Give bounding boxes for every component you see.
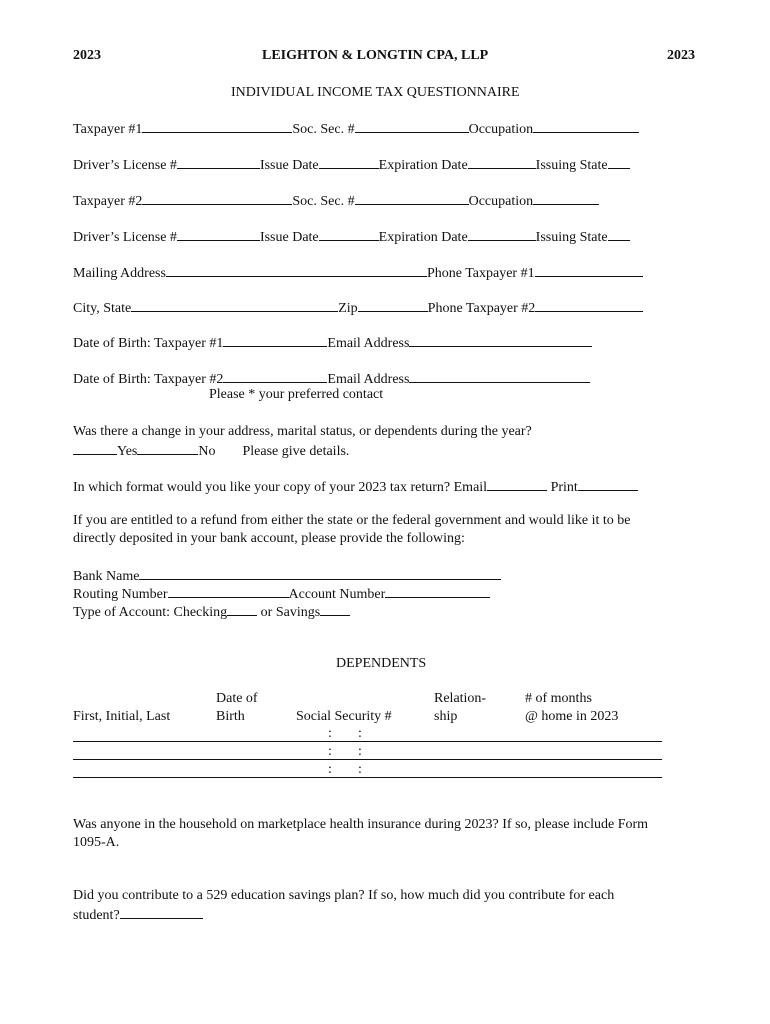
taxpayer2-occupation-field[interactable] [533, 191, 599, 205]
taxpayer2-occupation-label: Occupation [468, 194, 534, 209]
taxpayer1-ssn-field[interactable] [355, 119, 469, 133]
dob1-row [73, 333, 592, 353]
dob1-label: Date of Birth: Taxpayer #1 [73, 336, 224, 351]
account-field[interactable] [385, 584, 490, 598]
refund-line-2: directly deposited in your bank account, please provide the following: [73, 531, 465, 546]
taxpayer2-ssn-label: Soc. Sec. # [292, 194, 355, 209]
license2-row [73, 227, 630, 247]
phone2-label: Phone Taxpayer #2 [427, 301, 536, 316]
license1-number-field[interactable] [177, 155, 260, 169]
license2-expiration-field[interactable] [468, 227, 536, 241]
dependent-row-2[interactable] [73, 759, 662, 760]
phone1-field[interactable] [535, 263, 643, 277]
license2-issue-field[interactable] [319, 227, 379, 241]
routing-label: Routing Number [73, 587, 168, 602]
dependent-row-3-ssn-sep-a: : [328, 762, 332, 777]
account-type-row [73, 602, 350, 622]
license1-expiration-label: Expiration Date [378, 158, 468, 173]
city-state-label: City, State [73, 301, 132, 316]
dependent-row-2-ssn-sep-a: : [328, 744, 332, 759]
routing-field[interactable] [168, 584, 289, 598]
dob2-label: Date of Birth: Taxpayer #2 [73, 372, 224, 387]
routing-row [73, 584, 490, 604]
change-details-note: Please give details. [242, 444, 350, 459]
phone2-field[interactable] [535, 298, 643, 312]
license1-issue-label: Issue Date [259, 158, 319, 173]
format-question: In which format would you like your copy of your 2023 tax return? Email [73, 480, 488, 495]
license1-expiration-field[interactable] [468, 155, 536, 169]
col-months-line2: @ home in 2023 [525, 709, 619, 724]
dependent-row-1-ssn-sep-b: : [358, 726, 362, 741]
col-name-header: First, Initial, Last [73, 709, 171, 724]
education-line-1: Did you contribute to a 529 education savings plan? If so, how much did you contribute for each [73, 888, 615, 903]
preferred-contact-note: Please * your preferred contact [209, 387, 384, 402]
marketplace-line-2: 1095-A. [73, 835, 120, 850]
col-relationship-line1: Relation- [434, 691, 487, 706]
license1-row [73, 155, 630, 175]
zip-field[interactable] [358, 298, 428, 312]
bank-name-row [73, 566, 501, 586]
taxpayer1-name-field[interactable] [142, 119, 292, 133]
format-print-field[interactable] [578, 477, 638, 491]
mailing-row [73, 263, 643, 283]
license2-expiration-label: Expiration Date [378, 230, 468, 245]
license2-state-label: Issuing State [535, 230, 608, 245]
checking-field[interactable] [227, 602, 257, 616]
license2-label: Driver’s License # [73, 230, 177, 245]
email2-label: Email Address [327, 372, 410, 387]
taxpayer1-ssn-label: Soc. Sec. # [292, 122, 355, 137]
taxpayer2-ssn-field[interactable] [355, 191, 469, 205]
city-state-field[interactable] [131, 298, 338, 312]
license2-number-field[interactable] [177, 227, 260, 241]
dependent-row-1-ssn-sep-a: : [328, 726, 332, 741]
change-answer-row [73, 441, 349, 461]
email1-field[interactable] [409, 333, 592, 347]
city-row [73, 298, 643, 318]
dependents-title: DEPENDENTS [336, 656, 427, 671]
mailing-address-label: Mailing Address [73, 266, 166, 281]
education-amount-field[interactable] [120, 905, 203, 919]
taxpayer1-label: Taxpayer #1 [73, 122, 143, 137]
bank-name-label: Bank Name [73, 569, 140, 584]
dependent-row-2-ssn-sep-b: : [358, 744, 362, 759]
email1-label: Email Address [327, 336, 410, 351]
col-months-line1: # of months [525, 691, 592, 706]
license1-state-field[interactable] [608, 155, 630, 169]
dependent-row-1[interactable] [73, 741, 662, 742]
dependent-row-3[interactable] [73, 777, 662, 778]
change-yes-field[interactable] [73, 441, 117, 455]
taxpayer2-name-field[interactable] [142, 191, 292, 205]
education-line-2 [73, 905, 203, 925]
account-type-label: Type of Account: Checking [73, 605, 228, 620]
dependent-row-3-ssn-sep-b: : [358, 762, 362, 777]
header-year-left: 2023 [73, 48, 101, 63]
education-student-label: student? [73, 908, 120, 923]
savings-field[interactable] [320, 602, 350, 616]
dob2-field[interactable] [223, 369, 327, 383]
savings-label: or Savings [257, 605, 321, 620]
taxpayer1-row [73, 119, 639, 139]
taxpayer2-row [73, 191, 599, 211]
license1-state-label: Issuing State [535, 158, 608, 173]
col-relationship-line2: ship [434, 709, 458, 724]
firm-name: LEIGHTON & LONGTIN CPA, LLP [262, 48, 489, 63]
license2-state-field[interactable] [608, 227, 630, 241]
format-row [73, 477, 638, 497]
taxpayer1-occupation-label: Occupation [468, 122, 534, 137]
license1-issue-field[interactable] [319, 155, 379, 169]
license2-issue-label: Issue Date [259, 230, 319, 245]
dob1-field[interactable] [223, 333, 327, 347]
mailing-address-field[interactable] [166, 263, 427, 277]
taxpayer2-label: Taxpayer #2 [73, 194, 143, 209]
change-no-label: No [198, 444, 216, 459]
col-dob-line1: Date of [216, 691, 258, 706]
form-title: INDIVIDUAL INCOME TAX QUESTIONNAIRE [231, 85, 520, 100]
change-no-field[interactable] [137, 441, 198, 455]
marketplace-line-1: Was anyone in the household on marketplace health insurance during 2023? If so, please include Form [73, 817, 649, 832]
zip-label: Zip [338, 301, 358, 316]
change-question: Was there a change in your address, marital status, or dependents during the year? [73, 424, 532, 439]
col-ssn-header: Social Security # [296, 709, 392, 724]
license1-label: Driver’s License # [73, 158, 177, 173]
format-email-field[interactable] [487, 477, 547, 491]
col-dob-line2: Birth [216, 709, 245, 724]
phone1-label: Phone Taxpayer #1 [426, 266, 535, 281]
email2-field[interactable] [409, 369, 590, 383]
header-year-right: 2023 [667, 48, 695, 63]
bank-name-field[interactable] [139, 566, 501, 580]
taxpayer1-occupation-field[interactable] [533, 119, 639, 133]
account-label: Account Number [288, 587, 386, 602]
format-print-label: Print [547, 480, 578, 495]
change-yes-label: Yes [117, 444, 138, 459]
refund-line-1: If you are entitled to a refund from either the state or the federal government and would like it to be [73, 513, 631, 528]
